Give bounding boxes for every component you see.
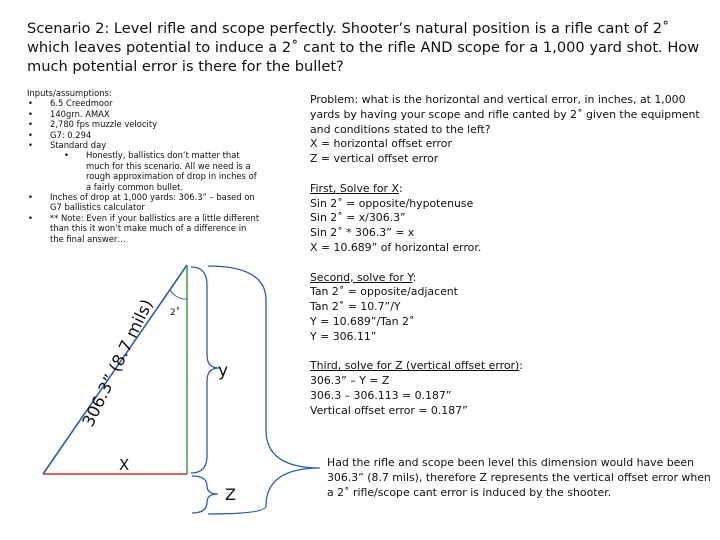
level-note: Had the rifle and scope been level this dimension would have been 306.3” (8.7 mils), therefore Z represents the vertical offset error when a 2˚ rifle/scope cant error is induced by the shooter. xyxy=(327,456,711,499)
input-item: • G7: 0.294 xyxy=(27,130,262,140)
level-dimension-brace xyxy=(208,266,320,514)
input-item: • Standard day xyxy=(27,140,262,150)
solve-z-line: 306.3” – Y = Z xyxy=(310,374,390,388)
solve-y-heading: Second, solve for Y: xyxy=(310,270,417,284)
solve-x-line: Sin 2˚ * 306.3” = x xyxy=(310,226,415,240)
solve-x-line: X = 10.689” of horizontal error. xyxy=(310,240,482,254)
problem-intro: Problem: what is the horizontal and vertical error, in inches, at 1,000 yards by having your scope and rifle canted by 2˚ given the equipment and conditions stated to the left? xyxy=(310,93,700,136)
z-label: Z xyxy=(225,485,236,504)
input-item: • ** Note: Even if your ballistics are a little different than this it won’t make much of a difference in the final answer… xyxy=(27,213,262,244)
y-brace xyxy=(191,267,219,473)
z-brace xyxy=(192,476,218,513)
solve-y-line: Y = 306.11” xyxy=(310,329,377,343)
solve-x-line: Sin 2˚ = x/306.3” xyxy=(310,211,406,225)
z-definition: Z = vertical offset error xyxy=(310,152,439,166)
solve-z-line: Vertical offset error = 0.187” xyxy=(310,403,468,417)
input-subitem: • Honestly, ballistics don’t matter that much for this scenario. All we need is a rough approximation of drop in inches of a fairly common bullet. xyxy=(27,150,262,192)
solve-y-line: Tan 2˚ = 10.7”/Y xyxy=(310,300,401,314)
input-item: • 2,780 fps muzzle velocity xyxy=(27,119,262,129)
y-label: y xyxy=(218,361,229,381)
solve-x-line: Sin 2˚ = opposite/hypotenuse xyxy=(310,196,474,210)
angle-arc xyxy=(170,290,187,299)
input-item: • 6.5 Creedmoor xyxy=(27,98,262,108)
input-item: • Inches of drop at 1,000 yards: 306.3” – based on G7 ballistics calculator xyxy=(27,192,262,213)
x-definition: X = horizontal offset error xyxy=(310,137,452,151)
solve-z-heading: Third, solve for Z (vertical offset error): xyxy=(310,359,523,373)
scenario-title: Scenario 2: Level rifle and scope perfectly. Shooter’s natural position is a rifle cant of 2˚ which leaves potential to induce a 2˚ cant to the rifle AND scope for a 1,000 yard shot. How much potential error is there for the bullet? xyxy=(27,20,700,75)
solve-y-line: Tan 2˚ = opposite/adjacent xyxy=(310,285,458,299)
solve-x-heading: First, Solve for X: xyxy=(310,181,403,195)
x-label: X xyxy=(119,456,130,474)
inputs-heading: Inputs/assumptions: xyxy=(27,88,112,98)
input-item: • 140grn. AMAX xyxy=(27,109,262,119)
angle-label: 2˚ xyxy=(170,308,181,318)
solve-z-line: 306.3 – 306.113 = 0.187” xyxy=(310,388,452,402)
solve-y-line: Y = 10.689”/Tan 2˚ xyxy=(310,314,415,328)
hypotenuse-label: 306.3” (8.7 mils) xyxy=(78,296,157,430)
